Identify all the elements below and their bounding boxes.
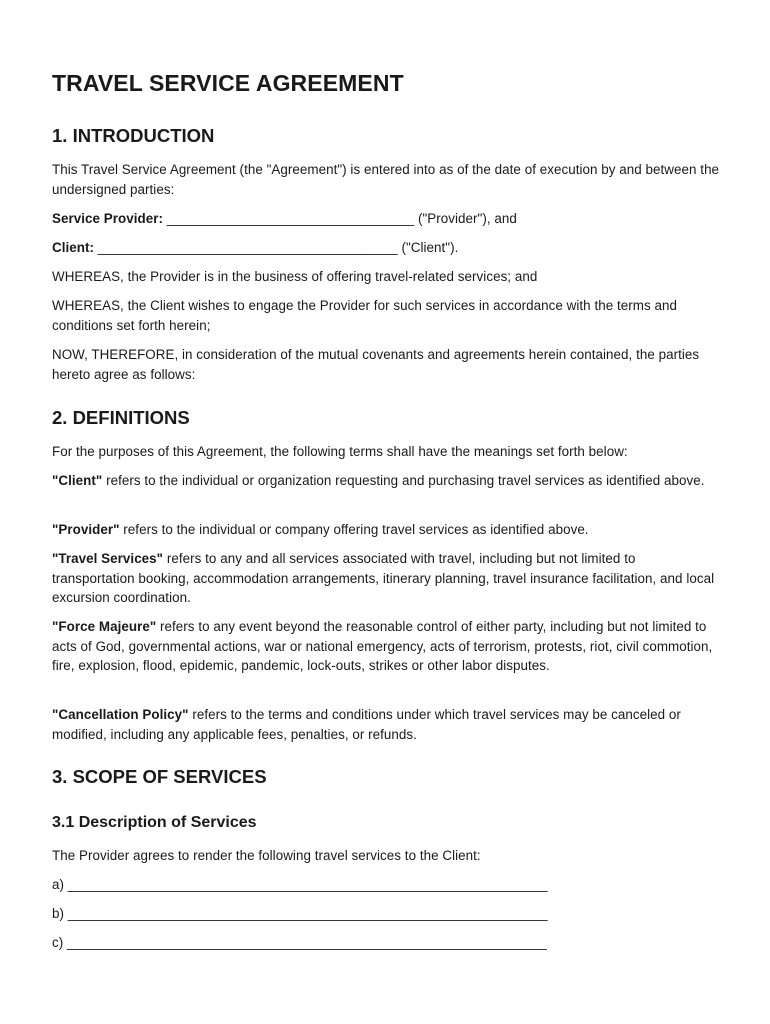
- section-heading-introduction: 1. INTRODUCTION: [52, 125, 215, 146]
- definition-term: "Force Majeure": [52, 619, 157, 634]
- definition-text: refers to any event beyond the reasonable control of either party, including but not limited to acts of God, governmental actions, war or national emergency, acts of terrorism, protests, riot, civil commotion, fire, explosion, flood, epidemic, pandemic, lock-outs, strikes or other labor disputes.: [52, 619, 713, 673]
- definition-item: [52, 617, 720, 676]
- section-heading-scope: 3. SCOPE OF SERVICES: [52, 766, 267, 787]
- service-blank-b: b) ________________________________________________________________: [52, 906, 548, 921]
- document-title: TRAVEL SERVICE AGREEMENT: [52, 70, 404, 96]
- definition-item: [52, 520, 720, 540]
- definitions-intro: For the purposes of this Agreement, the following terms shall have the meanings set forth below:: [52, 444, 628, 459]
- provider-blank: _________________________________ ("Provider"), and: [163, 211, 517, 226]
- definition-item: [52, 705, 720, 744]
- definition-text: refers to any and all services associated with travel, including but not limited to transportation booking, accommodation arrangements, itinerary planning, travel insurance facilitation, and local excursion coordination.: [52, 551, 715, 605]
- section-heading-definitions: 2. DEFINITIONS: [52, 407, 190, 428]
- scope-intro: The Provider agrees to render the following travel services to the Client:: [52, 848, 481, 863]
- definition-text: refers to the individual or company offering travel services as identified above.: [119, 522, 589, 537]
- whereas-paragraph-2: WHEREAS, the Client wishes to engage the Provider for such services in accordance with the terms and conditions set forth herein;: [52, 298, 677, 333]
- definition-item: [52, 471, 720, 491]
- service-blank-a: a) ________________________________________________________________: [52, 877, 548, 892]
- client-label: Client:: [52, 240, 95, 255]
- definition-text: refers to the individual or organization requesting and purchasing travel services as identified above.: [102, 473, 705, 488]
- provider-line: [52, 209, 720, 229]
- service-blank-c: c) ________________________________________________________________: [52, 935, 547, 950]
- definition-term: "Provider": [52, 522, 120, 537]
- now-therefore-paragraph: NOW, THEREFORE, in consideration of the mutual covenants and agreements herein contained, the parties hereto agree as follows:: [52, 347, 700, 382]
- subsection-heading-description: 3.1 Description of Services: [52, 814, 257, 831]
- definition-term: "Travel Services": [52, 551, 164, 566]
- definition-item: [52, 549, 720, 608]
- definition-term: "Client": [52, 473, 103, 488]
- intro-paragraph: This Travel Service Agreement (the "Agreement") is entered into as of the date of execution by and between the undersigned parties:: [52, 162, 720, 197]
- definition-text: refers to the terms and conditions under which travel services may be canceled or modified, including any applicable fees, penalties, or refunds.: [52, 707, 681, 742]
- client-blank: ________________________________________ ("Client").: [94, 240, 459, 255]
- whereas-paragraph-1: WHEREAS, the Provider is in the business of offering travel-related services; and: [52, 269, 538, 284]
- definition-term: "Cancellation Policy": [52, 707, 189, 722]
- client-line: [52, 238, 720, 258]
- provider-label: Service Provider:: [52, 211, 164, 226]
